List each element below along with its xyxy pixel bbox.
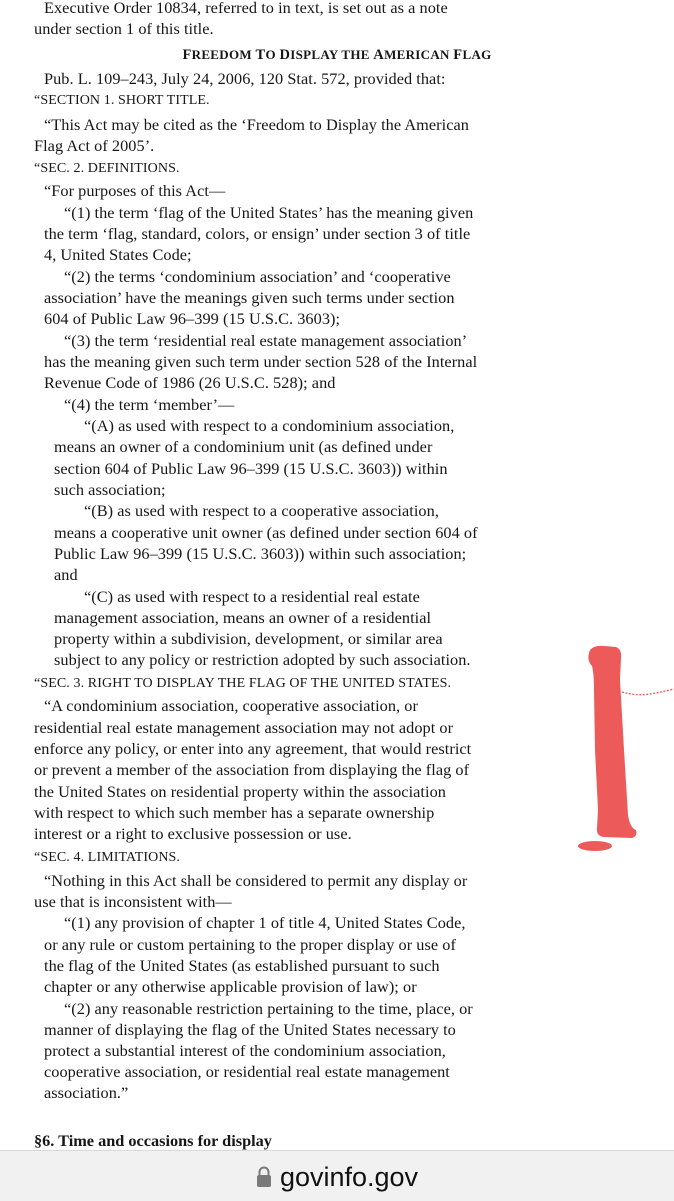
text-line: section 604 of Public Law 96–399 (15 U.S.C. 3603)) within [54, 459, 448, 478]
text-line: “(1) any provision of chapter 1 of title 4, United States Code, [64, 913, 466, 932]
text-line: “(2) any reasonable restriction pertaining to the time, place, or [64, 999, 473, 1018]
text-line: means an owner of a condominium unit (as defined under [54, 437, 433, 456]
text-line: residential real estate management association may not adopt or [34, 718, 454, 737]
text-line: Executive Order 10834, referred to in text, is set out as a note [44, 0, 448, 17]
text-line: Revenue Code of 1986 (26 U.S.C. 528); and [44, 373, 336, 392]
text-line: and [54, 565, 78, 584]
pub-law-citation: Pub. L. 109–243, July 24, 2006, 120 Stat. 572, provided that: [44, 69, 446, 88]
text-line: property within a subdivision, development, or similar area [54, 629, 443, 648]
text-line: “(B) as used with respect to a cooperative association, [84, 501, 439, 520]
text-line: the flag of the United States (as established pursuant to such [44, 956, 440, 975]
text-line: the term ‘flag, standard, colors, or ensign’ under section 3 of title [44, 224, 471, 243]
text-line: “This Act may be cited as the ‘Freedom to Display the American [44, 115, 469, 134]
text-line: manner of displaying the flag of the United States necessary to [44, 1020, 456, 1039]
text-line: association.” [44, 1083, 129, 1102]
text-line: “(A) as used with respect to a condominium association, [84, 416, 455, 435]
text-line: 604 of Public Law 96–399 (15 U.S.C. 3603); [44, 309, 341, 328]
text-line: association’ have the meanings given such terms under section [44, 288, 455, 307]
address-field[interactable] [0, 1162, 674, 1192]
text-line: subject to any policy or restriction adopted by such association. [54, 650, 471, 669]
text-line: Flag Act of 2005’. [34, 136, 155, 155]
text-line: with respect to which such member has a separate ownership [34, 803, 435, 822]
text-line: interest or a right to exclusive possession or use. [34, 824, 352, 843]
text-line: “(1) the term ‘flag of the United States’ has the meaning given [64, 203, 474, 222]
note-heading: FREEDOM TO DISPLAY THE AMERICAN FLAG [182, 47, 492, 63]
text-line: protect a substantial interest of the condominium association, [44, 1041, 446, 1060]
text-line: under section 1 of this title. [34, 19, 214, 38]
browser-address-bar[interactable] [0, 1150, 674, 1201]
text-line: or any rule or custom pertaining to the proper display or use of [44, 935, 456, 954]
domain-text: govinfo.gov [279, 1162, 419, 1192]
text-line: enforce any policy, or enter into any agreement, that would restrict [34, 739, 472, 758]
text-line: “A condominium association, cooperative association, or [44, 696, 418, 715]
text-line: means a cooperative unit owner (as defined under section 604 of [54, 523, 478, 542]
text-line: the United States on residential property within the association [34, 782, 446, 801]
text-line: use that is inconsistent with— [34, 892, 232, 911]
text-line: “(C) as used with respect to a residential real estate [84, 587, 420, 606]
text-line: 4, United States Code; [44, 245, 192, 264]
red-highlighter-mark [576, 640, 674, 860]
section-4-heading: “SEC. 4. LIMITATIONS. [34, 850, 181, 865]
section-2-heading: “SEC. 2. DEFINITIONS. [34, 161, 180, 176]
section-1-heading: “SECTION 1. SHORT TITLE. [34, 93, 210, 108]
text-line: “(4) the term ‘member’— [64, 395, 235, 414]
text-line: or prevent a member of the association from displaying the flag of [34, 760, 470, 779]
text-line: cooperative association, or residential real estate management [44, 1062, 450, 1081]
text-line: management association, means an owner of a residential [54, 608, 432, 627]
next-section-title: §6. Time and occasions for display [34, 1131, 272, 1150]
text-line: such association; [54, 480, 166, 499]
text-line: chapter or any otherwise applicable provision of law); or [44, 977, 417, 996]
lock-icon [256, 1166, 272, 1188]
text-line: “Nothing in this Act shall be considered to permit any display or [44, 871, 468, 890]
section-3-heading: “SEC. 3. RIGHT TO DISPLAY THE FLAG OF THE UNITED STATES. [34, 676, 452, 691]
text-line: Public Law 96–399 (15 U.S.C. 3603)) within such association; [54, 544, 467, 563]
text-line: “(3) the term ‘residential real estate management association’ [64, 331, 468, 350]
text-line: has the meaning given such term under section 528 of the Internal [44, 352, 478, 371]
text-line: “For purposes of this Act— [44, 181, 226, 200]
text-line: “(2) the terms ‘condominium association’ and ‘cooperative [64, 267, 451, 286]
